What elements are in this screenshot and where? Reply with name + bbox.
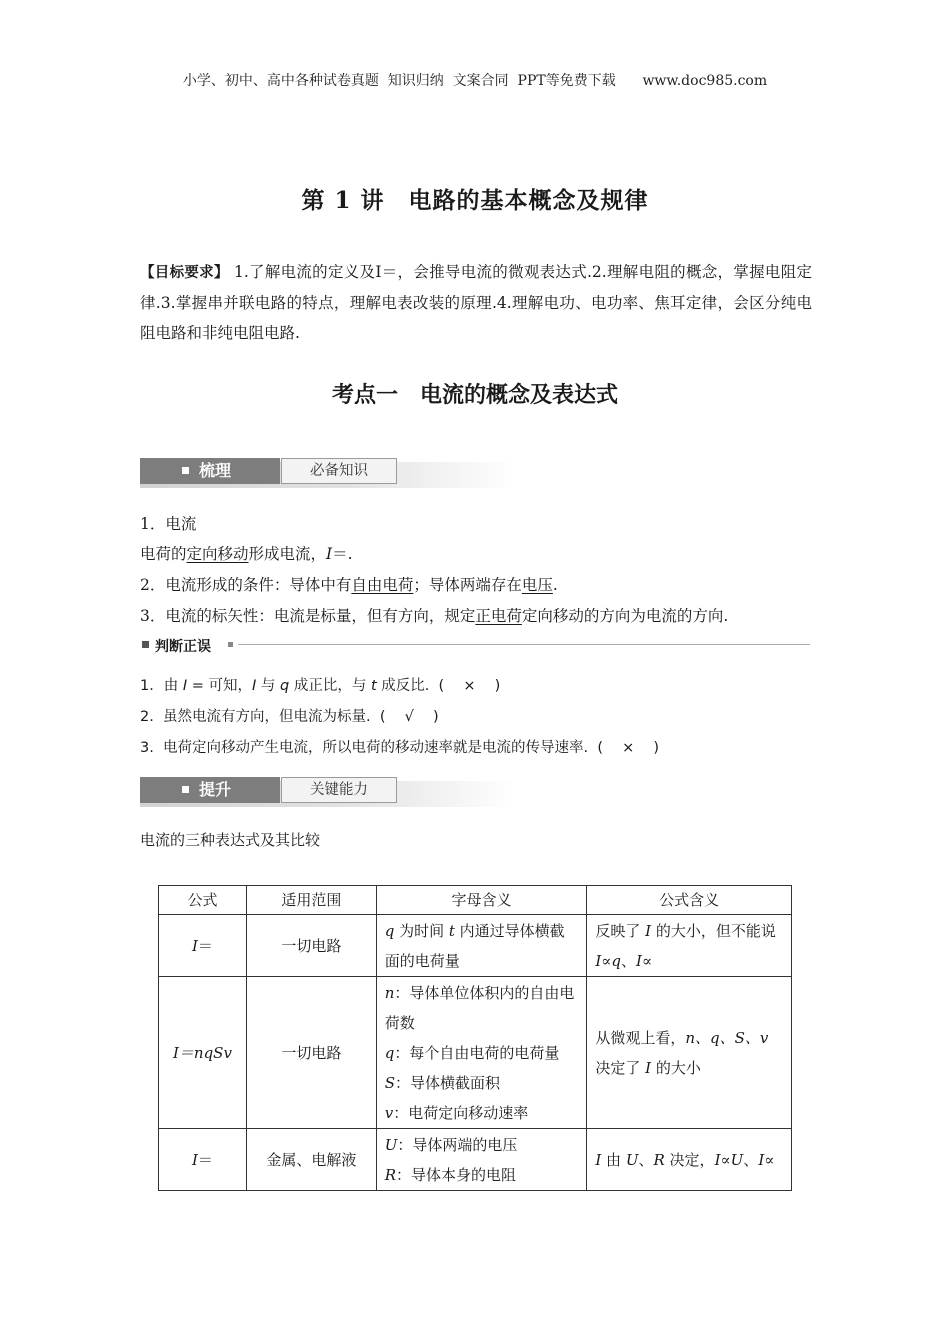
square-icon xyxy=(228,642,233,647)
page-header: 小学、初中、高中各种试卷真题 知识归纳 文案合同 PPT等免费下载 www.doc985.com xyxy=(182,73,768,89)
text: = 可知， xyxy=(187,678,252,694)
formula-cell xyxy=(159,915,247,977)
meaning-line xyxy=(385,1160,579,1190)
judge-header-label: 判断正误 xyxy=(155,639,211,655)
variable: I xyxy=(191,936,198,955)
variable: R xyxy=(653,1150,665,1169)
text: 电荷的 xyxy=(140,545,187,563)
knowledge-line-2 xyxy=(140,542,353,564)
meaning-line xyxy=(385,1068,579,1098)
subheading: 电流的三种表达式及其比较 xyxy=(140,831,321,849)
meaning-line xyxy=(385,1098,579,1128)
knowledge-line-3 xyxy=(140,573,558,595)
knowledge-line-1: 1．电流 xyxy=(140,515,197,533)
objective-text: 1.了解电流的定义及I＝，会推导电流的微观表达式.2.理解电阻的概念，掌握电阻定律.3.掌握串并联电路的特点，理解电表改装的原理.4.理解电功、电功率、焦耳定律，会区分纯电阻电路和非纯电阻电路. xyxy=(140,263,812,342)
text: 由 xyxy=(601,1150,626,1169)
underlined-term: 电压 xyxy=(521,576,553,594)
square-icon xyxy=(182,467,189,474)
col-header: 字母含义 xyxy=(376,886,587,915)
meaning-cell xyxy=(376,977,587,1129)
desc-cell xyxy=(587,1129,792,1191)
variable: I xyxy=(191,1150,198,1169)
judge-header xyxy=(140,636,810,654)
text: 的大小 xyxy=(651,1058,701,1077)
range-cell: 一切电路 xyxy=(246,915,376,977)
lecture-title: 第 1 讲 电路的基本概念及规律 xyxy=(301,187,649,214)
variable: I xyxy=(326,545,333,563)
range-cell: 一切电路 xyxy=(246,977,376,1129)
banner-knowledge xyxy=(140,458,516,492)
banner-dark-tab xyxy=(140,458,280,484)
judge-item-3: 3. 电荷定向移动产生电流，所以电荷的移动速率就是电流的传导速率. ( × ) xyxy=(140,740,660,756)
banner-dark-tab xyxy=(140,777,280,803)
range-cell: 金属、电解液 xyxy=(246,1129,376,1191)
text: ：导体两端的电压 xyxy=(397,1135,518,1154)
meaning-cell xyxy=(376,1129,587,1191)
text: 与 xyxy=(256,678,280,694)
comparison-table xyxy=(158,885,792,1191)
desc-cell xyxy=(587,977,792,1129)
meaning-line xyxy=(385,1038,579,1068)
variable: I xyxy=(595,1150,602,1169)
text: 成正比，与 xyxy=(289,678,371,694)
variable: S xyxy=(384,1073,395,1092)
variable: n xyxy=(384,983,395,1002)
variable: U xyxy=(384,1135,398,1154)
variable: I xyxy=(595,951,602,970)
formula: I＝nqSv xyxy=(172,1043,232,1062)
table-row xyxy=(159,977,792,1129)
text: ：导体单位体积内的自由电荷数 xyxy=(384,983,575,1032)
col-header: 公式含义 xyxy=(587,886,792,915)
banner-dark-label: 提升 xyxy=(199,780,232,799)
meaning-line xyxy=(385,1130,579,1160)
variable: n、q、S、v xyxy=(685,1028,769,1047)
table-row xyxy=(159,915,792,977)
divider xyxy=(238,644,810,645)
variable: t xyxy=(370,678,377,694)
variable: I xyxy=(182,678,188,694)
square-icon xyxy=(142,641,149,648)
formula-cell xyxy=(159,1129,247,1191)
underlined-term: 定向移动 xyxy=(186,545,249,563)
underlined-term: 正电荷 xyxy=(475,607,522,625)
text: 形成电流， xyxy=(248,545,327,563)
objective-tag: 【目标要求】 xyxy=(140,265,229,281)
text: 决定了 xyxy=(595,1058,646,1077)
table-row xyxy=(159,1129,792,1191)
text: ：电荷定向移动速率 xyxy=(393,1103,529,1122)
text: ：导体横截面积 xyxy=(395,1073,501,1092)
text: 从微观上看， xyxy=(595,1028,686,1047)
variable: v xyxy=(384,1103,394,1122)
variable: I xyxy=(714,1150,721,1169)
meaning-cell xyxy=(376,915,587,977)
col-header: 公式 xyxy=(159,886,247,915)
objective-paragraph xyxy=(140,257,812,348)
variable: U xyxy=(730,1150,744,1169)
text: 、 xyxy=(743,1150,759,1169)
text: ＝ xyxy=(197,1150,213,1169)
text: 决定， xyxy=(664,1150,715,1169)
text: ：每个自由电荷的电荷量 xyxy=(394,1043,560,1062)
text: 内通过导体横截面的电荷量 xyxy=(384,921,565,970)
text: ∝ xyxy=(641,951,653,970)
variable: I xyxy=(645,921,652,940)
text: 定向移动的方向为电流的方向. xyxy=(521,607,729,625)
text: 、 xyxy=(638,1150,654,1169)
banner-light-label: 必备知识 xyxy=(281,458,397,484)
text: 的大小，但不能说 xyxy=(651,921,776,940)
variable: q xyxy=(280,678,290,694)
variable: q xyxy=(384,921,395,940)
text: . xyxy=(552,576,558,594)
text: ∝ xyxy=(764,1150,775,1169)
text: 反映了 xyxy=(595,921,646,940)
text: ＝. xyxy=(332,545,353,563)
text: ∝ xyxy=(601,951,612,970)
text: 成反比. ( × ) xyxy=(376,678,501,694)
banner-dark-label: 梳理 xyxy=(199,461,232,480)
text: 3．电流的标矢性：电流是标量，但有方向，规定 xyxy=(140,607,476,625)
variable: q xyxy=(611,951,622,970)
banner-ability xyxy=(140,777,516,811)
variable: U xyxy=(625,1150,639,1169)
variable: I xyxy=(758,1150,765,1169)
variable: R xyxy=(384,1165,397,1184)
text: 为时间 xyxy=(394,921,449,940)
formula-cell xyxy=(159,977,247,1129)
variable: I xyxy=(636,951,642,970)
table-header-row xyxy=(159,886,792,915)
text: 2．电流形成的条件：导体中有 xyxy=(140,576,352,594)
variable: I xyxy=(252,678,257,694)
text: ＝ xyxy=(197,936,213,955)
text: 1．由 xyxy=(140,678,183,694)
section-title: 考点一 电流的概念及表达式 xyxy=(331,382,618,408)
text: ；导体两端存在 xyxy=(413,576,522,594)
judge-item-1 xyxy=(140,674,500,695)
judge-item-2: 2. 虽然电流有方向，但电流为标量. ( √ ) xyxy=(140,709,439,725)
banner-light-label: 关键能力 xyxy=(281,777,397,803)
knowledge-line-4 xyxy=(140,604,728,626)
desc-cell xyxy=(587,915,792,977)
text: ∝ xyxy=(720,1150,731,1169)
text: ：导体本身的电阻 xyxy=(396,1165,517,1184)
underlined-term: 自由电荷 xyxy=(351,576,414,594)
variable: t xyxy=(448,921,455,940)
variable: I xyxy=(645,1058,652,1077)
square-icon xyxy=(182,786,189,793)
text: 、 xyxy=(621,951,637,970)
meaning-line xyxy=(385,978,579,1038)
variable: q xyxy=(384,1043,395,1062)
col-header: 适用范围 xyxy=(246,886,376,915)
